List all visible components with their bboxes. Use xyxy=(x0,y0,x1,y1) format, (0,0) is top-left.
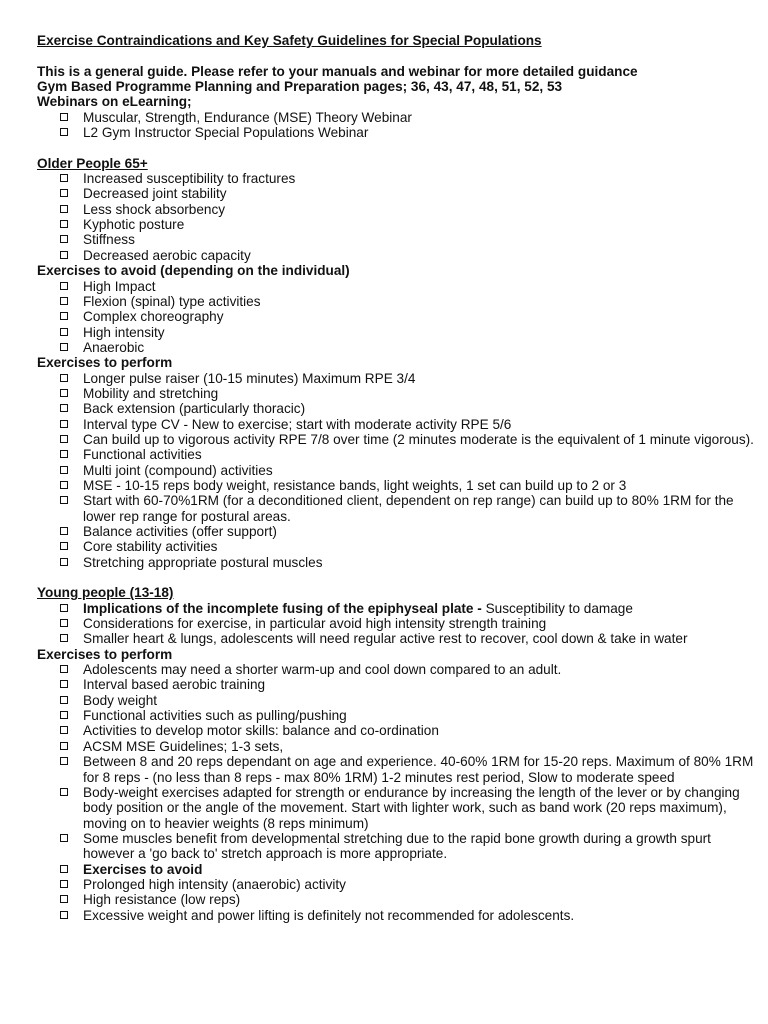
checkbox-icon xyxy=(60,128,68,136)
webinars-heading: Webinars on eLearning; xyxy=(37,94,192,110)
list-item: Implications of the incomplete fusing of the epiphyseal plate - Susceptibility to damage xyxy=(37,601,755,616)
list-item: Functional activities xyxy=(37,447,755,462)
checkbox-icon xyxy=(60,466,68,474)
list-item: Increased susceptibility to fractures xyxy=(37,171,755,186)
checkbox-icon xyxy=(60,282,68,290)
checkbox-icon xyxy=(60,895,68,903)
checkbox-icon xyxy=(60,481,68,489)
list-item: Anaerobic xyxy=(37,340,755,355)
checkbox-icon xyxy=(60,757,68,765)
list-item: Flexion (spinal) type activities xyxy=(37,294,755,309)
list-item: Some muscles benefit from developmental stretching due to the rapid bone growth during a growth spurt however a 'go back to' stretch approach is more appropriate. xyxy=(37,831,755,862)
checkbox-icon xyxy=(60,189,68,197)
list-item: Stretching appropriate postural muscles xyxy=(37,555,755,570)
older-avoid-list xyxy=(37,279,737,356)
spacer xyxy=(37,140,737,155)
list-item: Decreased aerobic capacity xyxy=(37,248,755,263)
checkbox-icon xyxy=(60,220,68,228)
list-item: Activities to develop motor skills: balance and co-ordination xyxy=(37,723,755,738)
list-item xyxy=(37,862,755,877)
list-item: Prolonged high intensity (anaerobic) activity xyxy=(37,877,755,892)
list-item: ACSM MSE Guidelines; 1-3 sets, xyxy=(37,739,755,754)
checkbox-icon xyxy=(60,374,68,382)
intro-pages: Gym Based Programme Planning and Preparation pages; 36, 43, 47, 48, 51, 52, 53 xyxy=(37,79,563,95)
checkbox-icon xyxy=(60,389,68,397)
list-item: Stiffness xyxy=(37,232,755,247)
checkbox-icon xyxy=(60,343,68,351)
checkbox-icon xyxy=(60,496,68,504)
checkbox-icon xyxy=(60,711,68,719)
list-item: Core stability activities xyxy=(37,539,755,554)
list-item: Smaller heart & lungs, adolescents will need regular active rest to recover, cool down & take in water xyxy=(37,631,755,646)
checkbox-icon xyxy=(60,420,68,428)
young-heading: Young people (13-18) xyxy=(37,585,174,601)
list-item: Kyphotic posture xyxy=(37,217,755,232)
webinars-list xyxy=(37,110,737,141)
older-perform-list xyxy=(37,370,754,570)
checkbox-icon xyxy=(60,542,68,550)
young-considerations-list xyxy=(37,601,737,647)
checkbox-icon xyxy=(60,665,68,673)
checkbox-icon xyxy=(60,113,68,121)
older-issues-list xyxy=(37,171,737,263)
checkbox-icon xyxy=(60,634,68,642)
checkbox-icon xyxy=(60,880,68,888)
checkbox-icon xyxy=(60,328,68,336)
list-item: Complex choreography xyxy=(37,309,755,324)
checkbox-icon xyxy=(60,726,68,734)
list-item: MSE - 10-15 reps body weight, resistance bands, light weights, 1 set can build up to 2 or 3 xyxy=(37,478,755,493)
young-perform-heading: Exercises to perform xyxy=(37,646,173,662)
document-page xyxy=(37,33,754,923)
list-item: High intensity xyxy=(37,325,755,340)
list-item: Longer pulse raiser (10-15 minutes) Maximum RPE 3/4 xyxy=(37,371,755,386)
checkbox-icon xyxy=(60,404,68,412)
list-item: Start with 60-70%1RM (for a deconditioned client, dependent on rep range) can build up to 80% 1RM for the lower rep range for postural areas. xyxy=(37,493,755,524)
older-perform-heading: Exercises to perform xyxy=(37,355,173,371)
checkbox-icon xyxy=(60,604,68,612)
list-item: Balance activities (offer support) xyxy=(37,524,755,539)
checkbox-icon xyxy=(60,865,68,873)
list-item: Decreased joint stability xyxy=(37,186,755,201)
list-item: High Impact xyxy=(37,279,755,294)
list-item: Mobility and stretching xyxy=(37,386,755,401)
checkbox-icon xyxy=(60,205,68,213)
list-item: Functional activities such as pulling/pushing xyxy=(37,708,755,723)
checkbox-icon xyxy=(60,527,68,535)
list-item: Adolescents may need a shorter warm-up and cool down compared to an adult. xyxy=(37,662,755,677)
checkbox-icon xyxy=(60,450,68,458)
list-item: Considerations for exercise, in particular avoid high intensity strength training xyxy=(37,616,755,631)
checkbox-icon xyxy=(60,696,68,704)
checkbox-icon xyxy=(60,312,68,320)
list-item: Muscular, Strength, Endurance (MSE) Theory Webinar xyxy=(37,110,755,125)
list-item: Can build up to vigorous activity RPE 7/8 over time (2 minutes moderate is the equivalent of 1 minute vigorous). xyxy=(37,432,755,447)
list-item: Multi joint (compound) activities xyxy=(37,463,755,478)
list-item: Body-weight exercises adapted for strength or endurance by increasing the length of the lever or by changing body position or the angle of the movement. Start with lighter work, such as band work (20 reps maximum), moving on to heavier weights (8 reps minimum) xyxy=(37,785,755,831)
checkbox-icon xyxy=(60,680,68,688)
document-title: Exercise Contraindications and Key Safety Guidelines for Special Populations xyxy=(37,33,542,48)
list-item: Back extension (particularly thoracic) xyxy=(37,401,755,416)
checkbox-icon xyxy=(60,788,68,796)
older-avoid-heading: Exercises to avoid (depending on the individual) xyxy=(37,263,350,279)
list-item: L2 Gym Instructor Special Populations Webinar xyxy=(37,125,755,140)
checkbox-icon xyxy=(60,435,68,443)
checkbox-icon xyxy=(60,251,68,259)
list-item: Between 8 and 20 reps dependant on age and experience. 40-60% 1RM for 15-20 reps. Maximum of 80% 1RM for 8 reps - (no less than 8 reps - max 80% 1RM) 1-2 minutes rest period, Slow to moderate speed xyxy=(37,754,755,785)
spacer xyxy=(37,570,737,585)
checkbox-icon xyxy=(60,297,68,305)
checkbox-icon xyxy=(60,911,68,919)
list-item: High resistance (low reps) xyxy=(37,892,755,907)
older-heading: Older People 65+ xyxy=(37,155,148,171)
checkbox-icon xyxy=(60,174,68,182)
list-item: Interval based aerobic training xyxy=(37,677,755,692)
list-item: Body weight xyxy=(37,693,755,708)
checkbox-icon xyxy=(60,558,68,566)
list-item: Less shock absorbency xyxy=(37,202,755,217)
list-item: Interval type CV - New to exercise; start with moderate activity RPE 5/6 xyxy=(37,417,755,432)
checkbox-icon xyxy=(60,742,68,750)
young-perform-list xyxy=(37,662,754,923)
list-item: Excessive weight and power lifting is definitely not recommended for adolescents. xyxy=(37,908,755,923)
intro-guide: This is a general guide. Please refer to your manuals and webinar for more detailed guidance xyxy=(37,63,638,79)
checkbox-icon xyxy=(60,235,68,243)
checkbox-icon xyxy=(60,834,68,842)
spacer xyxy=(37,48,737,63)
checkbox-icon xyxy=(60,619,68,627)
young-avoid-heading: Exercises to avoid xyxy=(83,861,203,877)
